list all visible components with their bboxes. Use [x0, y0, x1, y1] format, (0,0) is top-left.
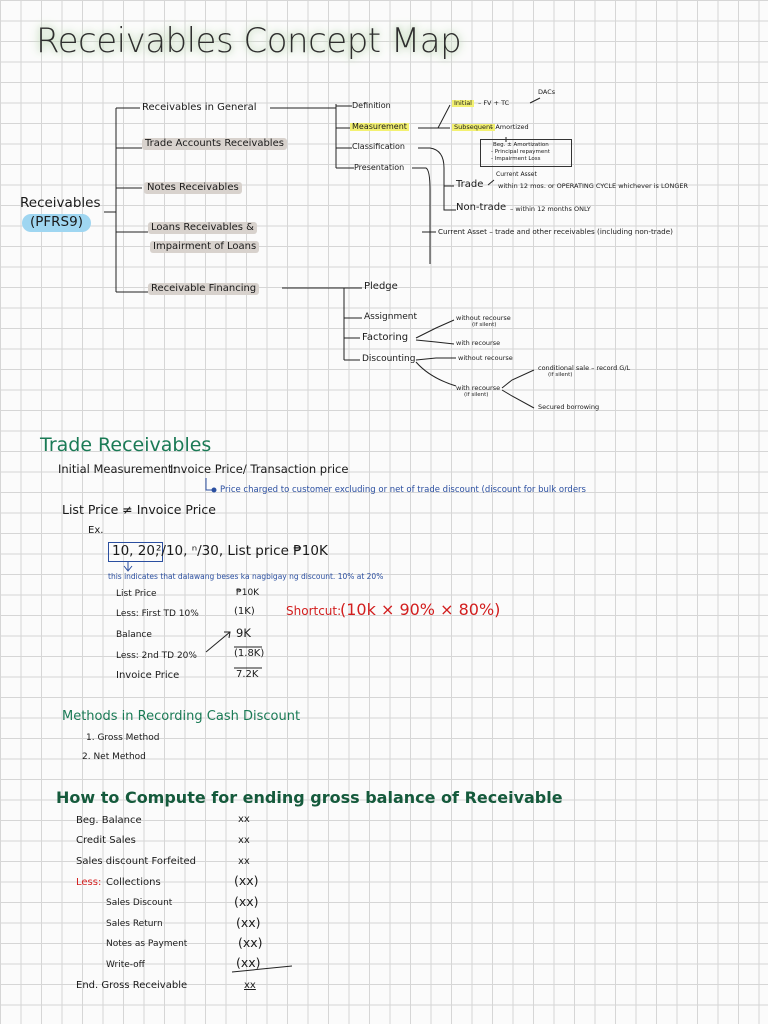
price-note: Price charged to customer excluding or net of trade discount (discount for bulk orders — [220, 485, 586, 495]
compute-row-label: Beg. Balance — [76, 815, 142, 826]
conditional-sale: conditional sale – record G/L — [538, 364, 631, 372]
initial-measurement-label: Initial Measurement: — [58, 462, 177, 476]
initial-measurement-value: Invoice Price/ Transaction price — [170, 462, 349, 476]
branch-loans-receivables: Loans Receivables & — [148, 222, 257, 234]
amortization-box-line: Beg. ± Amortization — [493, 142, 549, 148]
amortization-box-line: - Principal repayment — [491, 149, 550, 155]
node-initial: Initial — [454, 99, 472, 107]
compute-row-value: (xx) — [236, 915, 261, 930]
node-factoring: Factoring — [362, 332, 409, 343]
amortization-box-line: - Impairment Loss — [491, 156, 541, 162]
discounting-with-recourse: with recourse — [456, 384, 501, 392]
calc-label: Less: First TD 10% — [116, 609, 199, 619]
factoring-if-silent: (if silent) — [472, 322, 497, 328]
nontrade-label: Non-trade — [456, 202, 507, 213]
calc-label: Balance — [116, 630, 152, 640]
factoring-without-recourse: without recourse — [456, 314, 511, 322]
method-item: 2. Net Method — [82, 752, 146, 762]
compute-row-prefix: Less: — [76, 877, 102, 888]
shortcut-label: Shortcut: — [286, 604, 342, 618]
compute-row-label: Credit Sales — [76, 835, 136, 846]
trade-receivables-heading: Trade Receivables — [40, 434, 212, 456]
compute-row-label: Sales Return — [106, 919, 163, 929]
trade-label: Trade — [456, 179, 484, 190]
branch-receivables-in-general: Receivables in General — [142, 102, 257, 113]
calc-label: List Price — [116, 589, 157, 599]
calc-value: (1K) — [234, 606, 255, 617]
node-classification: Classification — [352, 142, 405, 151]
root-label: Receivables — [20, 195, 101, 211]
compute-row-label: Sales discount Forfeited — [76, 856, 197, 867]
calc-label: Invoice Price — [116, 670, 180, 681]
shortcut-formula: (10k × 90% × 80%) — [340, 600, 501, 619]
compute-row-value: (xx) — [234, 894, 259, 909]
compute-row-value: (xx) — [238, 935, 263, 950]
compute-row-value: xx — [238, 814, 250, 825]
initial-value: – FV + TC — [478, 99, 510, 107]
example-label: Ex. — [88, 525, 104, 536]
node-assignment: Assignment — [364, 312, 417, 322]
secured-borrowing: Secured borrowing — [538, 403, 600, 411]
compute-row-value: xx — [238, 856, 250, 867]
discounting-if-silent: (if silent) — [464, 392, 489, 398]
compute-row-value: xx — [244, 980, 256, 991]
discount-terms: ²/10, ⁿ/30, List price ₱10K — [156, 543, 328, 559]
subsequent-value: – Amortized — [490, 123, 529, 131]
calc-value: ₱10K — [236, 588, 260, 598]
compute-row-label: End. Gross Receivable — [76, 980, 188, 991]
branch-trade-accounts-receivables: Trade Accounts Receivables — [142, 138, 287, 150]
compute-heading: How to Compute for ending gross balance of Receivable — [56, 788, 563, 807]
compute-row-value: xx — [238, 835, 250, 846]
dacs-label: DACs — [538, 88, 556, 96]
calc-value: 7.2K — [236, 669, 259, 680]
current-asset-description: Current Asset – trade and other receivables (including non-trade) — [438, 227, 673, 236]
node-presentation: Presentation — [354, 163, 405, 172]
calc-value: (1.8K) — [234, 648, 265, 659]
compute-row-label: Sales Discount — [106, 898, 173, 908]
method-item: 1. Gross Method — [86, 733, 160, 743]
factoring-with-recourse: with recourse — [456, 339, 501, 347]
compute-row-label: Collections — [106, 877, 161, 888]
branch-impairment-of-loans: Impairment of Loans — [150, 241, 259, 253]
node-measurement: Measurement — [352, 122, 407, 131]
trade-description: within 12 mos. or OPERATING CYCLE whichever is LONGER — [498, 182, 689, 190]
conditional-sale-if-silent: (if silent) — [548, 372, 573, 378]
branch-notes-receivables: Notes Receivables — [144, 182, 242, 194]
current-asset-small: Current Asset — [496, 171, 537, 178]
branch-receivable-financing: Receivable Financing — [148, 283, 259, 295]
discount-terms-box: 10, 20, — [108, 542, 163, 562]
node-definition: Definition — [352, 101, 391, 110]
node-discounting: Discounting — [362, 354, 416, 364]
nontrade-description: – within 12 months ONLY — [510, 205, 591, 213]
node-pledge: Pledge — [364, 281, 398, 292]
compute-row-label: Notes as Payment — [106, 939, 188, 949]
compute-row-label: Write-off — [106, 960, 145, 970]
amortization-box — [480, 139, 572, 167]
compute-row-value: (xx) — [236, 955, 261, 970]
methods-heading: Methods in Recording Cash Discount — [62, 709, 301, 724]
root-standard-badge: (PFRS9) — [22, 214, 91, 232]
compute-row-value: (xx) — [234, 873, 259, 888]
calc-label: Less: 2nd TD 20% — [116, 651, 197, 661]
list-vs-invoice: List Price ≠ Invoice Price — [62, 502, 216, 517]
terms-note: this indicates that dalawang beses ka nagbigay ng discount. 10% at 20% — [108, 572, 384, 581]
node-subsequent: Subsequent — [454, 123, 493, 131]
calc-value: 9K — [236, 626, 251, 640]
discounting-without-recourse: without recourse — [458, 354, 513, 362]
page-title: Receivables Concept Map — [36, 21, 462, 61]
